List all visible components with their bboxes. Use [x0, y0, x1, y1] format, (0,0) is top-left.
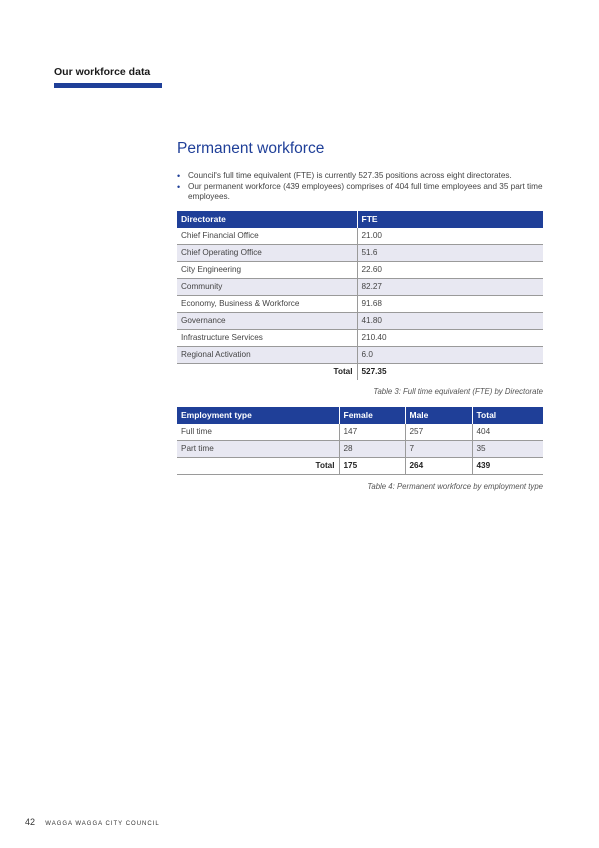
table-row [177, 278, 543, 295]
total-overall-value: 439 [472, 457, 543, 474]
cell-total: 404 [472, 424, 543, 441]
table-row [177, 346, 543, 363]
fte-by-directorate-table [177, 211, 543, 380]
table-row [177, 329, 543, 346]
cell-female: 28 [339, 440, 405, 457]
cell-directorate: Chief Financial Office [177, 228, 357, 245]
total-fte-value: 527.35 [357, 363, 543, 380]
cell-fte: 51.6 [357, 244, 543, 261]
cell-total: 35 [472, 440, 543, 457]
column-header-fte: FTE [357, 211, 543, 228]
total-label: Total [177, 457, 339, 474]
cell-fte: 210.40 [357, 329, 543, 346]
table-header-row [177, 211, 543, 228]
employment-type-table [177, 407, 543, 475]
bullet-item: • Council's full time equivalent (FTE) is currently 527.35 positions across eight directorates. [177, 171, 512, 181]
cell-fte: 82.27 [357, 278, 543, 295]
table-caption: Table 3: Full time equivalent (FTE) by Directorate [373, 386, 543, 396]
cell-female: 147 [339, 424, 405, 441]
column-header-female: Female [339, 407, 405, 424]
cell-directorate: Governance [177, 312, 357, 329]
table-row [177, 424, 543, 441]
cell-directorate: Community [177, 278, 357, 295]
cell-male: 257 [405, 424, 472, 441]
cell-fte: 22.60 [357, 261, 543, 278]
total-female-value: 175 [339, 457, 405, 474]
cell-fte: 6.0 [357, 346, 543, 363]
table-row [177, 228, 543, 245]
bullet-list [177, 171, 543, 203]
column-header-directorate: Directorate [177, 211, 357, 228]
table-total-row [177, 457, 543, 474]
page-title: Permanent workforce [177, 140, 325, 157]
page-footer [25, 817, 160, 827]
cell-directorate: Chief Operating Office [177, 244, 357, 261]
cell-fte: 41.80 [357, 312, 543, 329]
bullet-item: • Our permanent workforce (439 employees) comprises of 404 full time employees and 35 part time employees. [177, 181, 543, 201]
page-number: 42 [25, 817, 36, 827]
section-underline-bar [54, 83, 162, 88]
cell-fte: 21.00 [357, 228, 543, 245]
table-row [177, 440, 543, 457]
cell-employment-type: Part time [177, 440, 339, 457]
cell-directorate: City Engineering [177, 261, 357, 278]
main-content [177, 140, 543, 491]
cell-directorate: Economy, Business & Workforce [177, 295, 357, 312]
bullet-dot-icon: • [177, 171, 181, 181]
table-caption: Table 4: Permanent workforce by employment type [367, 481, 543, 491]
cell-directorate: Infrastructure Services [177, 329, 357, 346]
table-total-row [177, 363, 543, 380]
table-row [177, 261, 543, 278]
cell-male: 7 [405, 440, 472, 457]
table-row [177, 295, 543, 312]
column-header-male: Male [405, 407, 472, 424]
cell-directorate: Regional Activation [177, 346, 357, 363]
bullet-dot-icon: • [177, 181, 181, 192]
cell-fte: 91.68 [357, 295, 543, 312]
organization-name: WAGGA WAGGA CITY COUNCIL [45, 821, 160, 827]
column-header-employment-type: Employment type [177, 407, 339, 424]
table-header-row [177, 407, 543, 424]
column-header-total: Total [472, 407, 543, 424]
table-row [177, 244, 543, 261]
cell-employment-type: Full time [177, 424, 339, 441]
total-label: Total [333, 367, 353, 376]
table-row [177, 312, 543, 329]
total-male-value: 264 [405, 457, 472, 474]
section-label: Our workforce data [54, 66, 151, 78]
